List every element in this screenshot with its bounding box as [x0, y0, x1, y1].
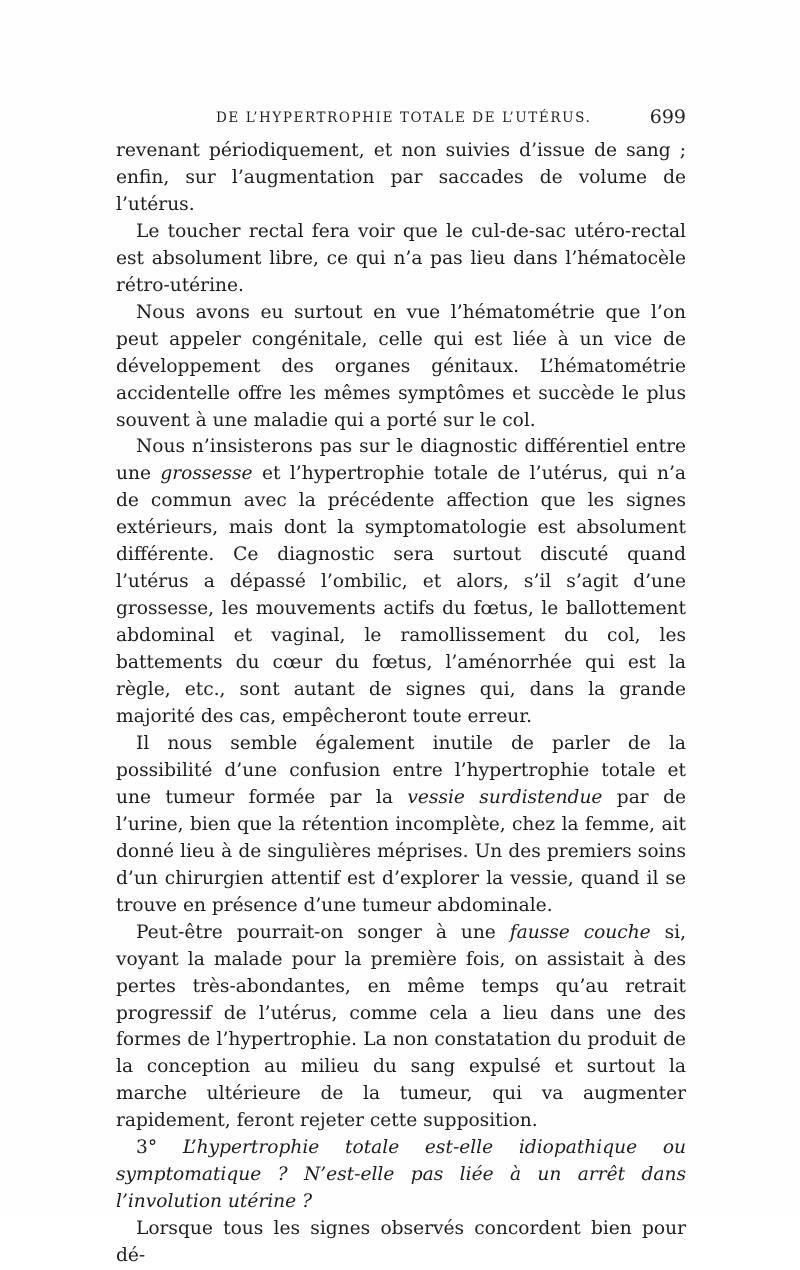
- italic-term: fausse couche: [509, 921, 651, 943]
- text-run: et l’hypertrophie totale de l’utérus, qui n’a de commun avec la précédente affection que les signes extérieurs, mais dont la symptomatologie est absolument différente. Ce diagnostic sera surtout discuté quand l’utérus a dépassé l’ombilic, et alors, s’il s’agit d’une grossesse, les mouvements actifs du fœtus, le ballottement abdominal et vaginal, le ramollissement du col, les battements du cœur du fœtus, l’aménorrhée qui est la règle, etc., sont autant de signes qui, dans la grande majorité des cas, empêcheront toute erreur.: [116, 463, 686, 728]
- text-run: Nous avons eu surtout en vue l’hématométrie que l’on peut appeler congénitale, celle qui est liée à un vice de développement des organes génitaux. L’hématométrie accidentelle offre les mêmes symptômes et succède le plus souvent à une maladie qui a porté sur le col.: [116, 301, 686, 431]
- body-text: [116, 138, 686, 1270]
- section-number: 3°: [136, 1137, 183, 1159]
- text-run: Peut-être pourrait-on songer à une: [136, 921, 510, 943]
- paragraph: [116, 138, 686, 219]
- paragraph: [116, 731, 686, 920]
- text-run: par de l’urine, bien que la rétention incomplète, chez la femme, ait donné lieu à de singulières méprises. Un des premiers soins d’un chirurgien attentif est d’explorer la vessie, quand il se trouve en présence d’une tumeur abdominale.: [116, 786, 686, 916]
- running-head: DE L’HYPERTROPHIE TOTALE DE L’UTÉRUS.: [216, 110, 592, 126]
- italic-term: vessie surdistendue: [407, 786, 603, 808]
- paragraph: [116, 920, 686, 1136]
- italic-question: L’hypertrophie totale est-elle idiopathique ou symptomatique ? N’est-elle pas liée à un arrêt dans l’involution utérine ?: [116, 1137, 686, 1213]
- text-run: Lorsque tous les signes observés concordent bien pour dé-: [116, 1218, 686, 1267]
- section-heading: [116, 1135, 686, 1216]
- text-run: revenant périodiquement, et non suivies d’issue de sang ; enfin, sur l’augmentation par saccades de volume de l’utérus.: [116, 140, 686, 215]
- page-number: 699: [649, 106, 686, 128]
- text-run: si, voyant la malade pour la première fois, on assistait à des pertes très-abondantes, en même temps qu’au retrait progressif de l’utérus, comme cela a lieu dans une des formes de l’hypertrophie. La non constatation du produit de la conception au milieu du sang expulsé et surtout la marche ultérieure de la tumeur, qui va augmenter rapidement, feront rejeter cette supposition.: [116, 921, 687, 1132]
- paragraph: [116, 219, 686, 300]
- paragraph: [116, 434, 686, 730]
- text-run: Nous n’insisterons pas sur le diagnostic différentiel entre une: [116, 436, 686, 485]
- paragraph: [116, 1216, 686, 1270]
- text-run: Il nous semble également inutile de parler de la possibilité d’une confusion entre l’hypertrophie totale et une tumeur formée par la: [116, 732, 686, 808]
- paragraph: [116, 300, 686, 435]
- italic-term: grossesse: [160, 463, 253, 485]
- page-header: [116, 104, 686, 134]
- text-run: Le toucher rectal fera voir que le cul-de-sac utéro-rectal est absolument libre, ce qui n’a pas lieu dans l’hématocèle rétro-utérine.: [116, 220, 686, 296]
